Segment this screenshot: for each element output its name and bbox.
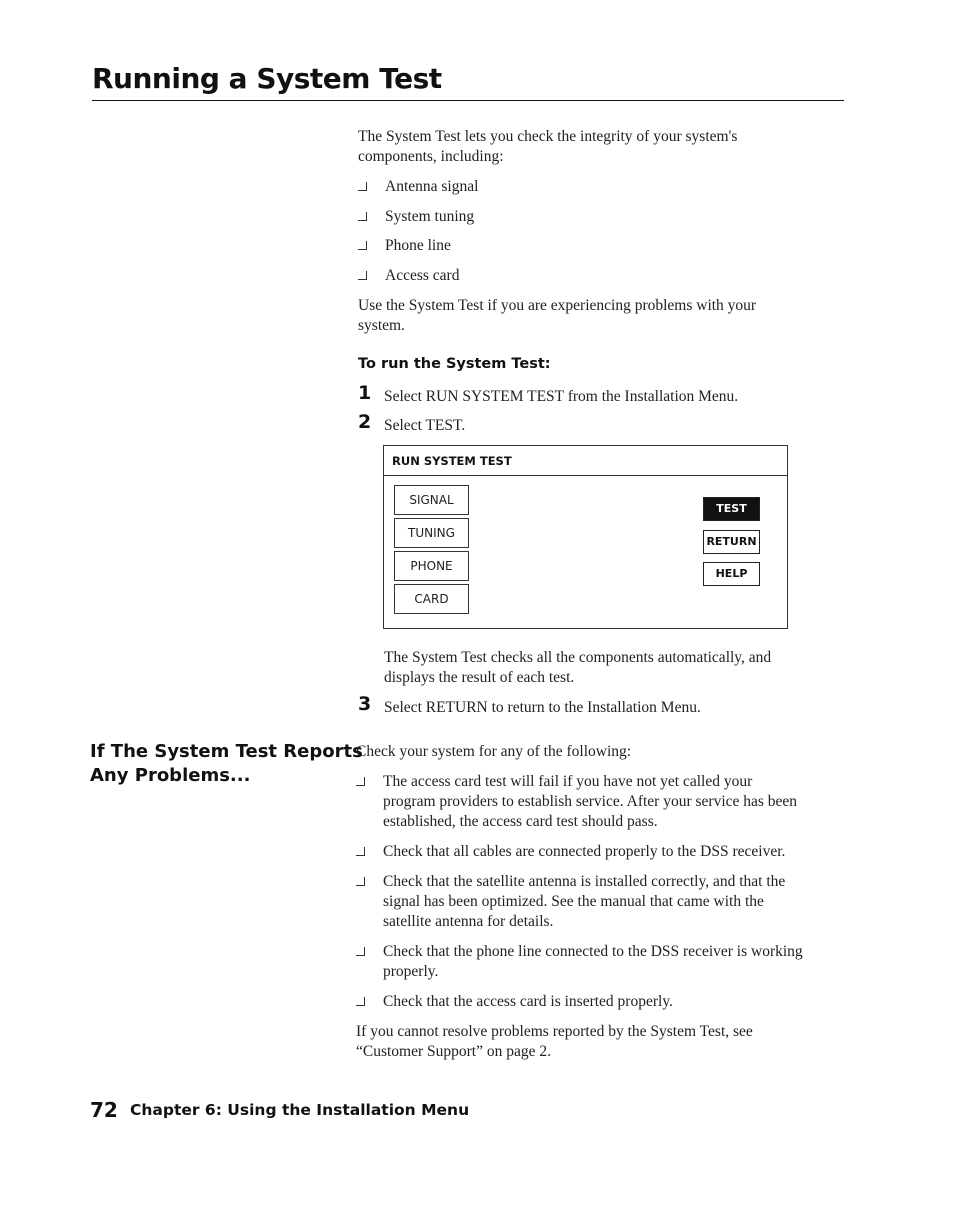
list-item: [356, 992, 846, 1012]
use-line: Use the System Test if you are experiencing problems with your: [358, 297, 757, 314]
after-screen-paragraph: [384, 648, 771, 688]
card-option[interactable]: CARD: [394, 584, 469, 614]
use-paragraph: [358, 296, 756, 336]
step-number: 2: [358, 411, 372, 433]
title-rule: [92, 100, 844, 101]
problems-heading: [90, 740, 363, 788]
checkbox-bullet-icon: [356, 947, 365, 956]
problem-line: properly.: [383, 963, 439, 980]
closing-line: If you cannot resolve problems reported by the System Test, see: [356, 1023, 753, 1040]
step-text: Select TEST.: [384, 417, 466, 434]
checkbox-bullet-icon: [356, 997, 365, 1006]
problem-line: Check that the satellite antenna is installed correctly, and that the: [383, 873, 786, 890]
list-item-label: Antenna signal: [385, 178, 479, 195]
list-item-label: Phone line: [385, 237, 451, 254]
after-screen-line: displays the result of each test.: [384, 669, 575, 686]
list-item-label: Access card: [385, 267, 460, 284]
checkbox-bullet-icon: [358, 212, 367, 221]
after-screen-line: The System Test checks all the components automatically, and: [384, 649, 772, 666]
screen-title: RUN SYSTEM TEST: [392, 454, 512, 468]
intro-line: The System Test lets you check the integrity of your system's: [358, 128, 738, 145]
problem-line: The access card test will fail if you have not yet called your: [383, 773, 753, 790]
problem-line: Check that all cables are connected properly to the DSS receiver.: [383, 843, 786, 860]
problem-line: program providers to establish service. After your service has been: [383, 793, 798, 810]
problem-line: satellite antenna for details.: [383, 913, 554, 930]
step-number: 1: [358, 382, 372, 404]
problem-line: established, the access card test should pass.: [383, 813, 658, 830]
checkbox-bullet-icon: [356, 777, 365, 786]
list-item: [356, 872, 846, 932]
test-button[interactable]: TEST: [703, 497, 760, 521]
closing-paragraph: [356, 1022, 753, 1062]
phone-option[interactable]: PHONE: [394, 551, 469, 581]
step-text: Select RETURN to return to the Installation Menu.: [384, 699, 701, 716]
heading-line: Any Problems...: [90, 765, 251, 786]
problem-line: signal has been optimized. See the manual that came with the: [383, 893, 764, 910]
help-button[interactable]: HELP: [703, 562, 760, 586]
list-item: [356, 942, 846, 982]
checkbox-bullet-icon: [358, 182, 367, 191]
list-item: [356, 842, 846, 862]
problem-line: Check that the access card is inserted properly.: [383, 993, 673, 1010]
signal-option[interactable]: SIGNAL: [394, 485, 469, 515]
tuning-option[interactable]: TUNING: [394, 518, 469, 548]
chapter-title: Chapter 6: Using the Installation Menu: [130, 1101, 470, 1119]
closing-line: “Customer Support” on page 2.: [356, 1043, 552, 1060]
procedure-heading: To run the System Test:: [358, 356, 551, 372]
checkbox-bullet-icon: [358, 271, 367, 280]
page-title: Running a System Test: [92, 62, 442, 95]
list-item-label: System tuning: [385, 208, 475, 225]
checkbox-bullet-icon: [356, 847, 365, 856]
intro-paragraph: [358, 127, 737, 167]
return-button[interactable]: RETURN: [703, 530, 760, 554]
intro-line: components, including:: [358, 148, 504, 165]
page-number: 72: [90, 1098, 118, 1122]
step-text: Select RUN SYSTEM TEST from the Installation Menu.: [384, 388, 739, 405]
heading-line: If The System Test Reports: [90, 741, 363, 762]
step-number: 3: [358, 693, 372, 715]
checkbox-bullet-icon: [356, 877, 365, 886]
list-item: [356, 772, 846, 832]
problem-line: Check that the phone line connected to the DSS receiver is working: [383, 943, 803, 960]
checkbox-bullet-icon: [358, 241, 367, 250]
problems-intro: Check your system for any of the following:: [356, 743, 632, 760]
run-system-test-screen: [383, 445, 788, 629]
screen-divider: [384, 475, 787, 476]
use-line: system.: [358, 317, 405, 334]
